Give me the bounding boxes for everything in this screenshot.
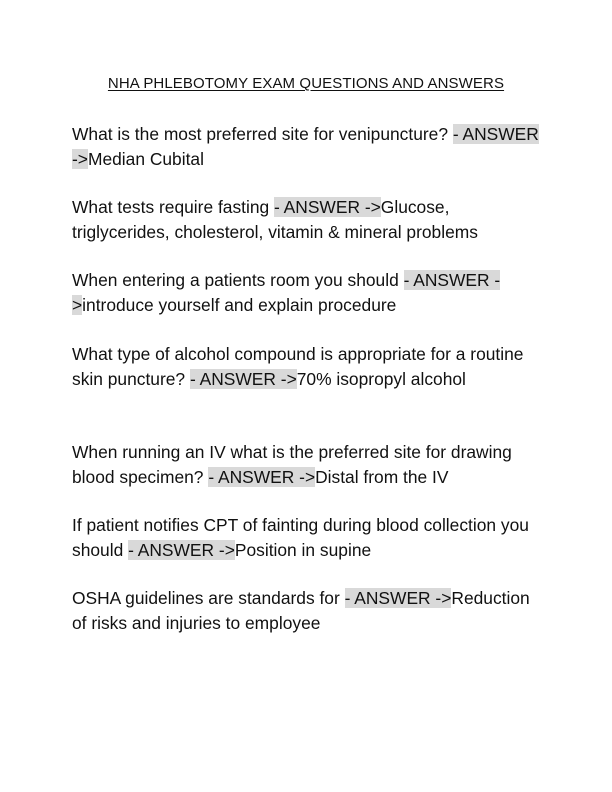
answer-text: introduce yourself and explain procedure — [82, 294, 397, 315]
qa-item-4 — [72, 342, 542, 391]
qa-item-2 — [72, 195, 542, 244]
qa-item-7 — [72, 586, 542, 635]
answer-text: Glucose, triglycerides, cholesterol, vitamin & mineral problems — [72, 197, 478, 242]
qa-item-5 — [72, 440, 542, 489]
answer-marker: - ANSWER -> — [72, 124, 539, 169]
answer-text: Reduction of risks and injuries to employee — [72, 588, 530, 633]
answer-marker: - ANSWER -> — [128, 539, 235, 560]
qa-item-3 — [72, 268, 542, 317]
answer-text: Median Cubital — [87, 148, 204, 169]
answer-marker: - ANSWER -> — [274, 197, 381, 217]
page-title: NHA PHLEBOTOMY EXAM QUESTIONS AND ANSWERS — [107, 75, 505, 92]
question-text: What tests require fasting — [72, 197, 275, 217]
answer-text: Position in supine — [234, 539, 372, 560]
qa-item-6 — [72, 513, 542, 562]
question-text: When running an IV what is the preferred site for drawing blood specimen? — [72, 442, 512, 487]
answer-marker: - ANSWER -> — [72, 270, 501, 315]
answer-text: 70% isopropyl alcohol — [296, 368, 466, 389]
qa-item-1 — [72, 122, 542, 171]
question-text: OSHA guidelines are standards for — [72, 588, 345, 608]
question-text: If patient notifies CPT of fainting during blood collection you should — [72, 515, 529, 560]
question-text: What type of alcohol compound is appropriate for a routine skin puncture? — [72, 344, 524, 389]
answer-text: Distal from the IV — [315, 466, 449, 487]
answer-marker: - ANSWER -> — [344, 588, 452, 608]
question-text: When entering a patients room you should — [72, 270, 404, 290]
answer-marker: - ANSWER -> — [208, 466, 316, 487]
answer-marker: - ANSWER -> — [189, 368, 297, 389]
question-text: What is the most preferred site for venipuncture? — [72, 124, 453, 144]
